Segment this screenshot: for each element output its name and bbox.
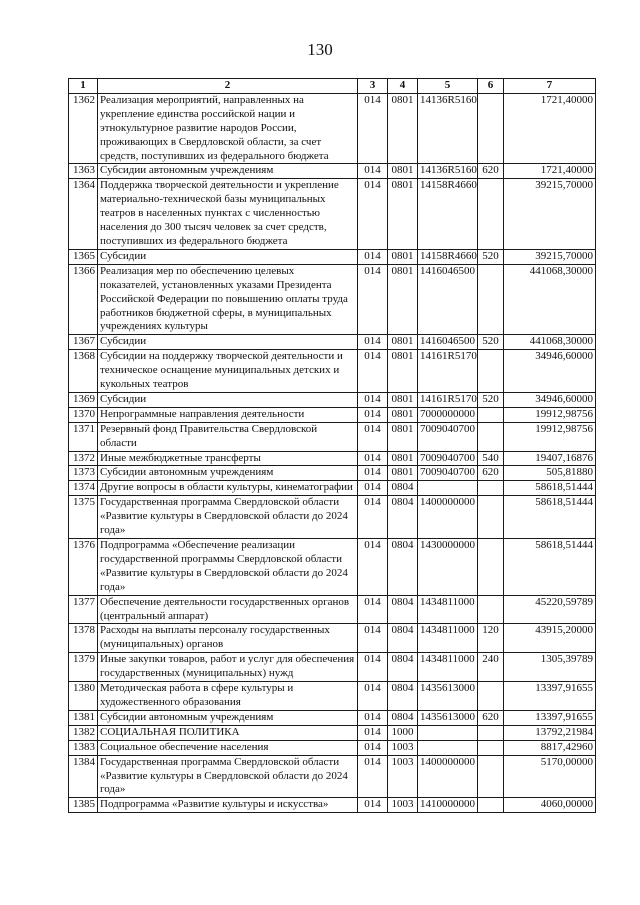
row-amount: 43915,20000 [504, 624, 596, 653]
row-target: 1434811000 [418, 595, 478, 624]
row-type [478, 422, 504, 451]
row-section: 0801 [388, 335, 418, 350]
table-row [69, 451, 596, 466]
row-amount: 58618,51444 [504, 539, 596, 596]
row-amount: 441068,30000 [504, 264, 596, 335]
row-type: 520 [478, 335, 504, 350]
row-ministry: 014 [358, 407, 388, 422]
row-name: Методическая работа в сфере культуры и художественного образования [98, 682, 358, 711]
row-name: Субсидии [98, 392, 358, 407]
row-name: Государственная программа Свердловской области «Развитие культуры в Свердловской области до 2024 года» [98, 496, 358, 539]
row-name: Субсидии автономным учреждениям [98, 164, 358, 179]
row-target: 1435613000 [418, 682, 478, 711]
row-type [478, 481, 504, 496]
table-row [69, 539, 596, 596]
row-target: 14136R5160 [418, 93, 478, 164]
row-target: 1435613000 [418, 710, 478, 725]
table-row [69, 335, 596, 350]
row-number: 1374 [69, 481, 98, 496]
row-section: 1003 [388, 740, 418, 755]
row-type [478, 798, 504, 813]
row-number: 1373 [69, 466, 98, 481]
row-amount: 34946,60000 [504, 392, 596, 407]
row-section: 0801 [388, 451, 418, 466]
row-target: 1430000000 [418, 539, 478, 596]
row-number: 1381 [69, 710, 98, 725]
col-header-section: 4 [388, 79, 418, 94]
row-name: Иные межбюджетные трансферты [98, 451, 358, 466]
row-ministry: 014 [358, 740, 388, 755]
row-name: Реализация мер по обеспечению целевых показателей, установленных указами Президента Российской Федерации по повышению оплаты труда работников бюджетной сферы, в муниципальных учреждениях культуры [98, 264, 358, 335]
row-section: 0801 [388, 93, 418, 164]
row-type [478, 725, 504, 740]
row-number: 1365 [69, 249, 98, 264]
row-type: 620 [478, 164, 504, 179]
table-row [69, 164, 596, 179]
row-section: 0801 [388, 164, 418, 179]
row-name: Субсидии автономным учреждениям [98, 466, 358, 481]
row-amount: 34946,60000 [504, 350, 596, 393]
row-number: 1378 [69, 624, 98, 653]
table-row [69, 264, 596, 335]
row-ministry: 014 [358, 350, 388, 393]
row-target: 1400000000 [418, 496, 478, 539]
row-target: 1416046500 [418, 335, 478, 350]
row-amount: 13397,91655 [504, 682, 596, 711]
row-number: 1385 [69, 798, 98, 813]
row-section: 0801 [388, 392, 418, 407]
row-number: 1367 [69, 335, 98, 350]
table-row [69, 481, 596, 496]
row-ministry: 014 [358, 451, 388, 466]
row-number: 1376 [69, 539, 98, 596]
row-amount: 8817,42960 [504, 740, 596, 755]
row-number: 1363 [69, 164, 98, 179]
row-type: 620 [478, 710, 504, 725]
row-section: 0801 [388, 350, 418, 393]
row-amount: 19407,16876 [504, 451, 596, 466]
row-number: 1377 [69, 595, 98, 624]
row-section: 0801 [388, 422, 418, 451]
col-header-target: 5 [418, 79, 478, 94]
table-row [69, 350, 596, 393]
row-target: 14161R5170 [418, 392, 478, 407]
table-row [69, 392, 596, 407]
row-number: 1369 [69, 392, 98, 407]
table-row [69, 740, 596, 755]
row-section: 0804 [388, 595, 418, 624]
row-amount: 1305,39789 [504, 653, 596, 682]
row-target: 1434811000 [418, 624, 478, 653]
row-name: Государственная программа Свердловской области «Развитие культуры в Свердловской области до 2024 года» [98, 755, 358, 798]
page-number: 130 [307, 40, 333, 59]
row-ministry: 014 [358, 164, 388, 179]
row-name: СОЦИАЛЬНАЯ ПОЛИТИКА [98, 725, 358, 740]
row-target: 1416046500 [418, 264, 478, 335]
row-number: 1382 [69, 725, 98, 740]
row-ministry: 014 [358, 595, 388, 624]
row-name: Реализация мероприятий, направленных на укрепление единства российской нации и этнокультурное развитие народов России, проживающих в Свердловской области, за счет средств, поступивших из федерального бюджета [98, 93, 358, 164]
row-number: 1366 [69, 264, 98, 335]
row-target: 7009040700 [418, 466, 478, 481]
row-number: 1362 [69, 93, 98, 164]
row-ministry: 014 [358, 653, 388, 682]
row-ministry: 014 [358, 466, 388, 481]
row-target: 14158R4660 [418, 179, 478, 250]
row-type [478, 179, 504, 250]
row-target: 1400000000 [418, 755, 478, 798]
row-ministry: 014 [358, 624, 388, 653]
row-number: 1384 [69, 755, 98, 798]
row-type: 620 [478, 466, 504, 481]
row-amount: 45220,59789 [504, 595, 596, 624]
row-name: Обеспечение деятельности государственных органов (центральный аппарат) [98, 595, 358, 624]
table-row [69, 798, 596, 813]
row-name: Поддержка творческой деятельности и укрепление материально-технической базы муниципальных театров в населенных пунктах с численностью населения до 300 тысяч человек за счет средств, поступивших из федерального бюджета [98, 179, 358, 250]
row-type [478, 93, 504, 164]
row-ministry: 014 [358, 392, 388, 407]
table-header-row [69, 79, 596, 94]
row-name: Субсидии на поддержку творческой деятельности и техническое оснащение муниципальных детских и кукольных театров [98, 350, 358, 393]
row-type [478, 407, 504, 422]
row-target [418, 481, 478, 496]
row-section: 1003 [388, 755, 418, 798]
row-amount: 39215,70000 [504, 249, 596, 264]
budget-table [68, 78, 596, 813]
row-number: 1375 [69, 496, 98, 539]
row-ministry: 014 [358, 539, 388, 596]
row-section: 0804 [388, 481, 418, 496]
row-ministry: 014 [358, 422, 388, 451]
row-target: 1434811000 [418, 653, 478, 682]
row-name: Иные закупки товаров, работ и услуг для обеспечения государственных (муниципальных) нужд [98, 653, 358, 682]
row-target [418, 740, 478, 755]
row-name: Субсидии автономным учреждениям [98, 710, 358, 725]
table-row [69, 179, 596, 250]
table-row [69, 496, 596, 539]
col-header-number: 1 [69, 79, 98, 94]
row-number: 1370 [69, 407, 98, 422]
row-section: 0801 [388, 466, 418, 481]
table-row [69, 624, 596, 653]
row-target [418, 725, 478, 740]
row-section: 0804 [388, 653, 418, 682]
row-target: 14136R5160 [418, 164, 478, 179]
row-target: 7000000000 [418, 407, 478, 422]
table-row [69, 653, 596, 682]
row-amount: 5170,00000 [504, 755, 596, 798]
row-amount: 4060,00000 [504, 798, 596, 813]
row-target: 14158R4660 [418, 249, 478, 264]
table-row [69, 710, 596, 725]
row-target: 7009040700 [418, 451, 478, 466]
row-name: Субсидии [98, 335, 358, 350]
row-amount: 505,81880 [504, 466, 596, 481]
row-amount: 58618,51444 [504, 481, 596, 496]
table-row [69, 93, 596, 164]
row-ministry: 014 [358, 264, 388, 335]
row-amount: 19912,98756 [504, 422, 596, 451]
row-section: 0804 [388, 624, 418, 653]
col-header-type: 6 [478, 79, 504, 94]
row-ministry: 014 [358, 93, 388, 164]
row-section: 0804 [388, 496, 418, 539]
row-type [478, 755, 504, 798]
row-type: 540 [478, 451, 504, 466]
row-type [478, 595, 504, 624]
row-type [478, 682, 504, 711]
col-header-ministry: 3 [358, 79, 388, 94]
row-number: 1380 [69, 682, 98, 711]
row-number: 1379 [69, 653, 98, 682]
table-row [69, 725, 596, 740]
row-amount: 58618,51444 [504, 496, 596, 539]
row-section: 1000 [388, 725, 418, 740]
row-ministry: 014 [358, 249, 388, 264]
row-target: 14161R5170 [418, 350, 478, 393]
row-amount: 19912,98756 [504, 407, 596, 422]
row-name: Резервный фонд Правительства Свердловской области [98, 422, 358, 451]
row-ministry: 014 [358, 682, 388, 711]
row-target: 1410000000 [418, 798, 478, 813]
row-number: 1383 [69, 740, 98, 755]
row-type: 520 [478, 392, 504, 407]
row-type [478, 350, 504, 393]
row-name: Непрограммные направления деятельности [98, 407, 358, 422]
table-row [69, 249, 596, 264]
row-type [478, 539, 504, 596]
row-section: 0801 [388, 407, 418, 422]
col-header-amount: 7 [504, 79, 596, 94]
row-target: 7009040700 [418, 422, 478, 451]
row-name: Подпрограмма «Развитие культуры и искусства» [98, 798, 358, 813]
row-name: Расходы на выплаты персоналу государственных (муниципальных) органов [98, 624, 358, 653]
row-type [478, 264, 504, 335]
row-ministry: 014 [358, 481, 388, 496]
row-ministry: 014 [358, 179, 388, 250]
row-amount: 1721,40000 [504, 93, 596, 164]
row-section: 0804 [388, 710, 418, 725]
row-number: 1372 [69, 451, 98, 466]
table-row [69, 407, 596, 422]
table-row [69, 595, 596, 624]
row-section: 0801 [388, 264, 418, 335]
row-ministry: 014 [358, 496, 388, 539]
table-row [69, 682, 596, 711]
row-ministry: 014 [358, 335, 388, 350]
row-section: 0804 [388, 682, 418, 711]
row-amount: 13792,21984 [504, 725, 596, 740]
row-number: 1364 [69, 179, 98, 250]
row-section: 1003 [388, 798, 418, 813]
row-amount: 13397,91655 [504, 710, 596, 725]
row-name: Субсидии [98, 249, 358, 264]
row-number: 1371 [69, 422, 98, 451]
row-amount: 39215,70000 [504, 179, 596, 250]
row-ministry: 014 [358, 798, 388, 813]
row-ministry: 014 [358, 710, 388, 725]
row-type [478, 496, 504, 539]
row-amount: 441068,30000 [504, 335, 596, 350]
row-section: 0801 [388, 179, 418, 250]
row-number: 1368 [69, 350, 98, 393]
col-header-name: 2 [98, 79, 358, 94]
row-section: 0804 [388, 539, 418, 596]
row-section: 0801 [388, 249, 418, 264]
table-row [69, 422, 596, 451]
table-row [69, 466, 596, 481]
row-ministry: 014 [358, 755, 388, 798]
row-name: Подпрограмма «Обеспечение реализации государственной программы Свердловской области «Развитие культуры в Свердловской области до 2024 года» [98, 539, 358, 596]
row-name: Другие вопросы в области культуры, кинематографии [98, 481, 358, 496]
row-name: Социальное обеспечение населения [98, 740, 358, 755]
table-row [69, 755, 596, 798]
row-type: 240 [478, 653, 504, 682]
row-ministry: 014 [358, 725, 388, 740]
row-type: 120 [478, 624, 504, 653]
row-type [478, 740, 504, 755]
row-amount: 1721,40000 [504, 164, 596, 179]
row-type: 520 [478, 249, 504, 264]
